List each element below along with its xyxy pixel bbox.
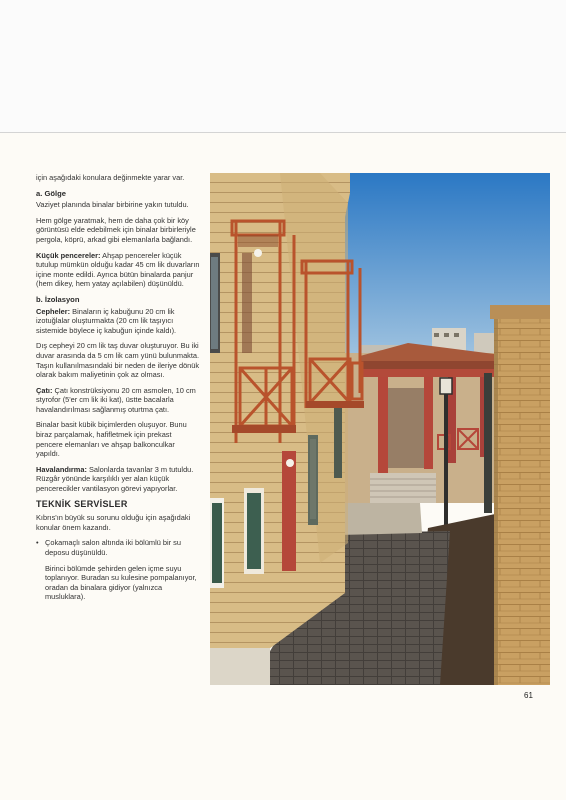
architecture-photo (210, 173, 550, 685)
courtyard-photo-svg (210, 173, 550, 685)
windows-text: Ahşap pencereler küçük tutulup mümkün olduğu kadar 45 cm lik duvarların içine monte edildi. Ayrıca bütün binalarda panjur (hem dikey, hem yatay açılabilen) düşünüldü. (36, 250, 200, 289)
heading-technical-services: TEKNİK SERVİSLER (36, 498, 128, 509)
ventilation-paragraph (36, 465, 200, 494)
windows-label: Küçük pencereler: (36, 250, 101, 260)
page-number: 61 (524, 691, 533, 700)
path-light-edge (338, 503, 422, 535)
bullet-text: Çokamaçlı salon altında iki bölümlü bir su deposu düşünüldü. (45, 538, 181, 557)
roof-paragraph (36, 386, 200, 415)
outer-wall-paragraph: Dış cepheyi 20 cm lik taş duvar oluşturuyor. Bu iki duvar arasında da 5 cm lik cam yünü bulunmakta. Taşın kullanılmasındaki bir neden de ileriye dönük olarak bakım maliyetinin çok az olması. (36, 341, 200, 380)
list-item (36, 538, 200, 557)
windows-paragraph (36, 251, 200, 289)
text-column (36, 173, 200, 608)
roof-text: Çatı konstrüksiyonu 20 cm asmolen, 10 cm styrofor (5'er cm lik iki kat), üstte bacalarla havalandırılması sağlanmış oturtma çatı. (36, 385, 196, 414)
book-page (0, 133, 566, 800)
technical-intro: Kıbrıs'ın büyük su sorunu olduğu için aşağıdaki konular önem kazandı. (36, 513, 191, 532)
bullet-continuation: Birinci bölümde şehirden gelen içme suyu toplanıyor. Buradan su kulesine pompalanıyor, oradan da binalara gidiyor (yalnızca musluklara). (45, 563, 197, 602)
previous-page-blank (0, 0, 566, 133)
intro-paragraph: için aşağıdaki konulara değinmekte yarar var. (36, 173, 185, 182)
shade-paragraph-2: Hem gölge yaratmak, hem de daha çok bir köy görüntüsü elde edebilmek için binalar birbirleriyle pergola, köprü, arkad gibi elemanlarla bağlandı. (36, 215, 196, 244)
roof-label: Çatı: (36, 385, 53, 395)
ventilation-label: Havalandırma: (36, 464, 87, 474)
facade-label: Cepheler: (36, 306, 71, 316)
bullet-mark: • (36, 538, 39, 548)
facade-text: Binaların iç kabuğunu 20 cm lik izotuğlalar oluşturmakta (20 cm lik taşıyıcı sistemide böylece iç kabuğun içinde kaldı). (36, 306, 177, 335)
heading-insulation: b. İzolasyon (36, 294, 80, 304)
entrance-steps (370, 473, 436, 503)
facade-paragraph (36, 307, 200, 336)
simple-forms-paragraph: Binalar basit kübik biçimlerden oluşuyor. Bunu biraz parçalamak, hafifletmek için prekast pencere elemanları ve ahşap balkonculkar yapıldı. (36, 420, 187, 459)
shade-paragraph-1: Vaziyet planında binalar birbirine yakın tutuldu. (36, 200, 189, 210)
pergola-pavilion (360, 343, 502, 473)
heading-shade: a. Gölge (36, 188, 66, 198)
ventilation-text: Salonlarda tavanlar 3 m tutuldu. Rüzgâr yönünde karşılıklı yer alan küçük pencerecikler vantilasyon görevi yapıyorlar. (36, 464, 194, 494)
